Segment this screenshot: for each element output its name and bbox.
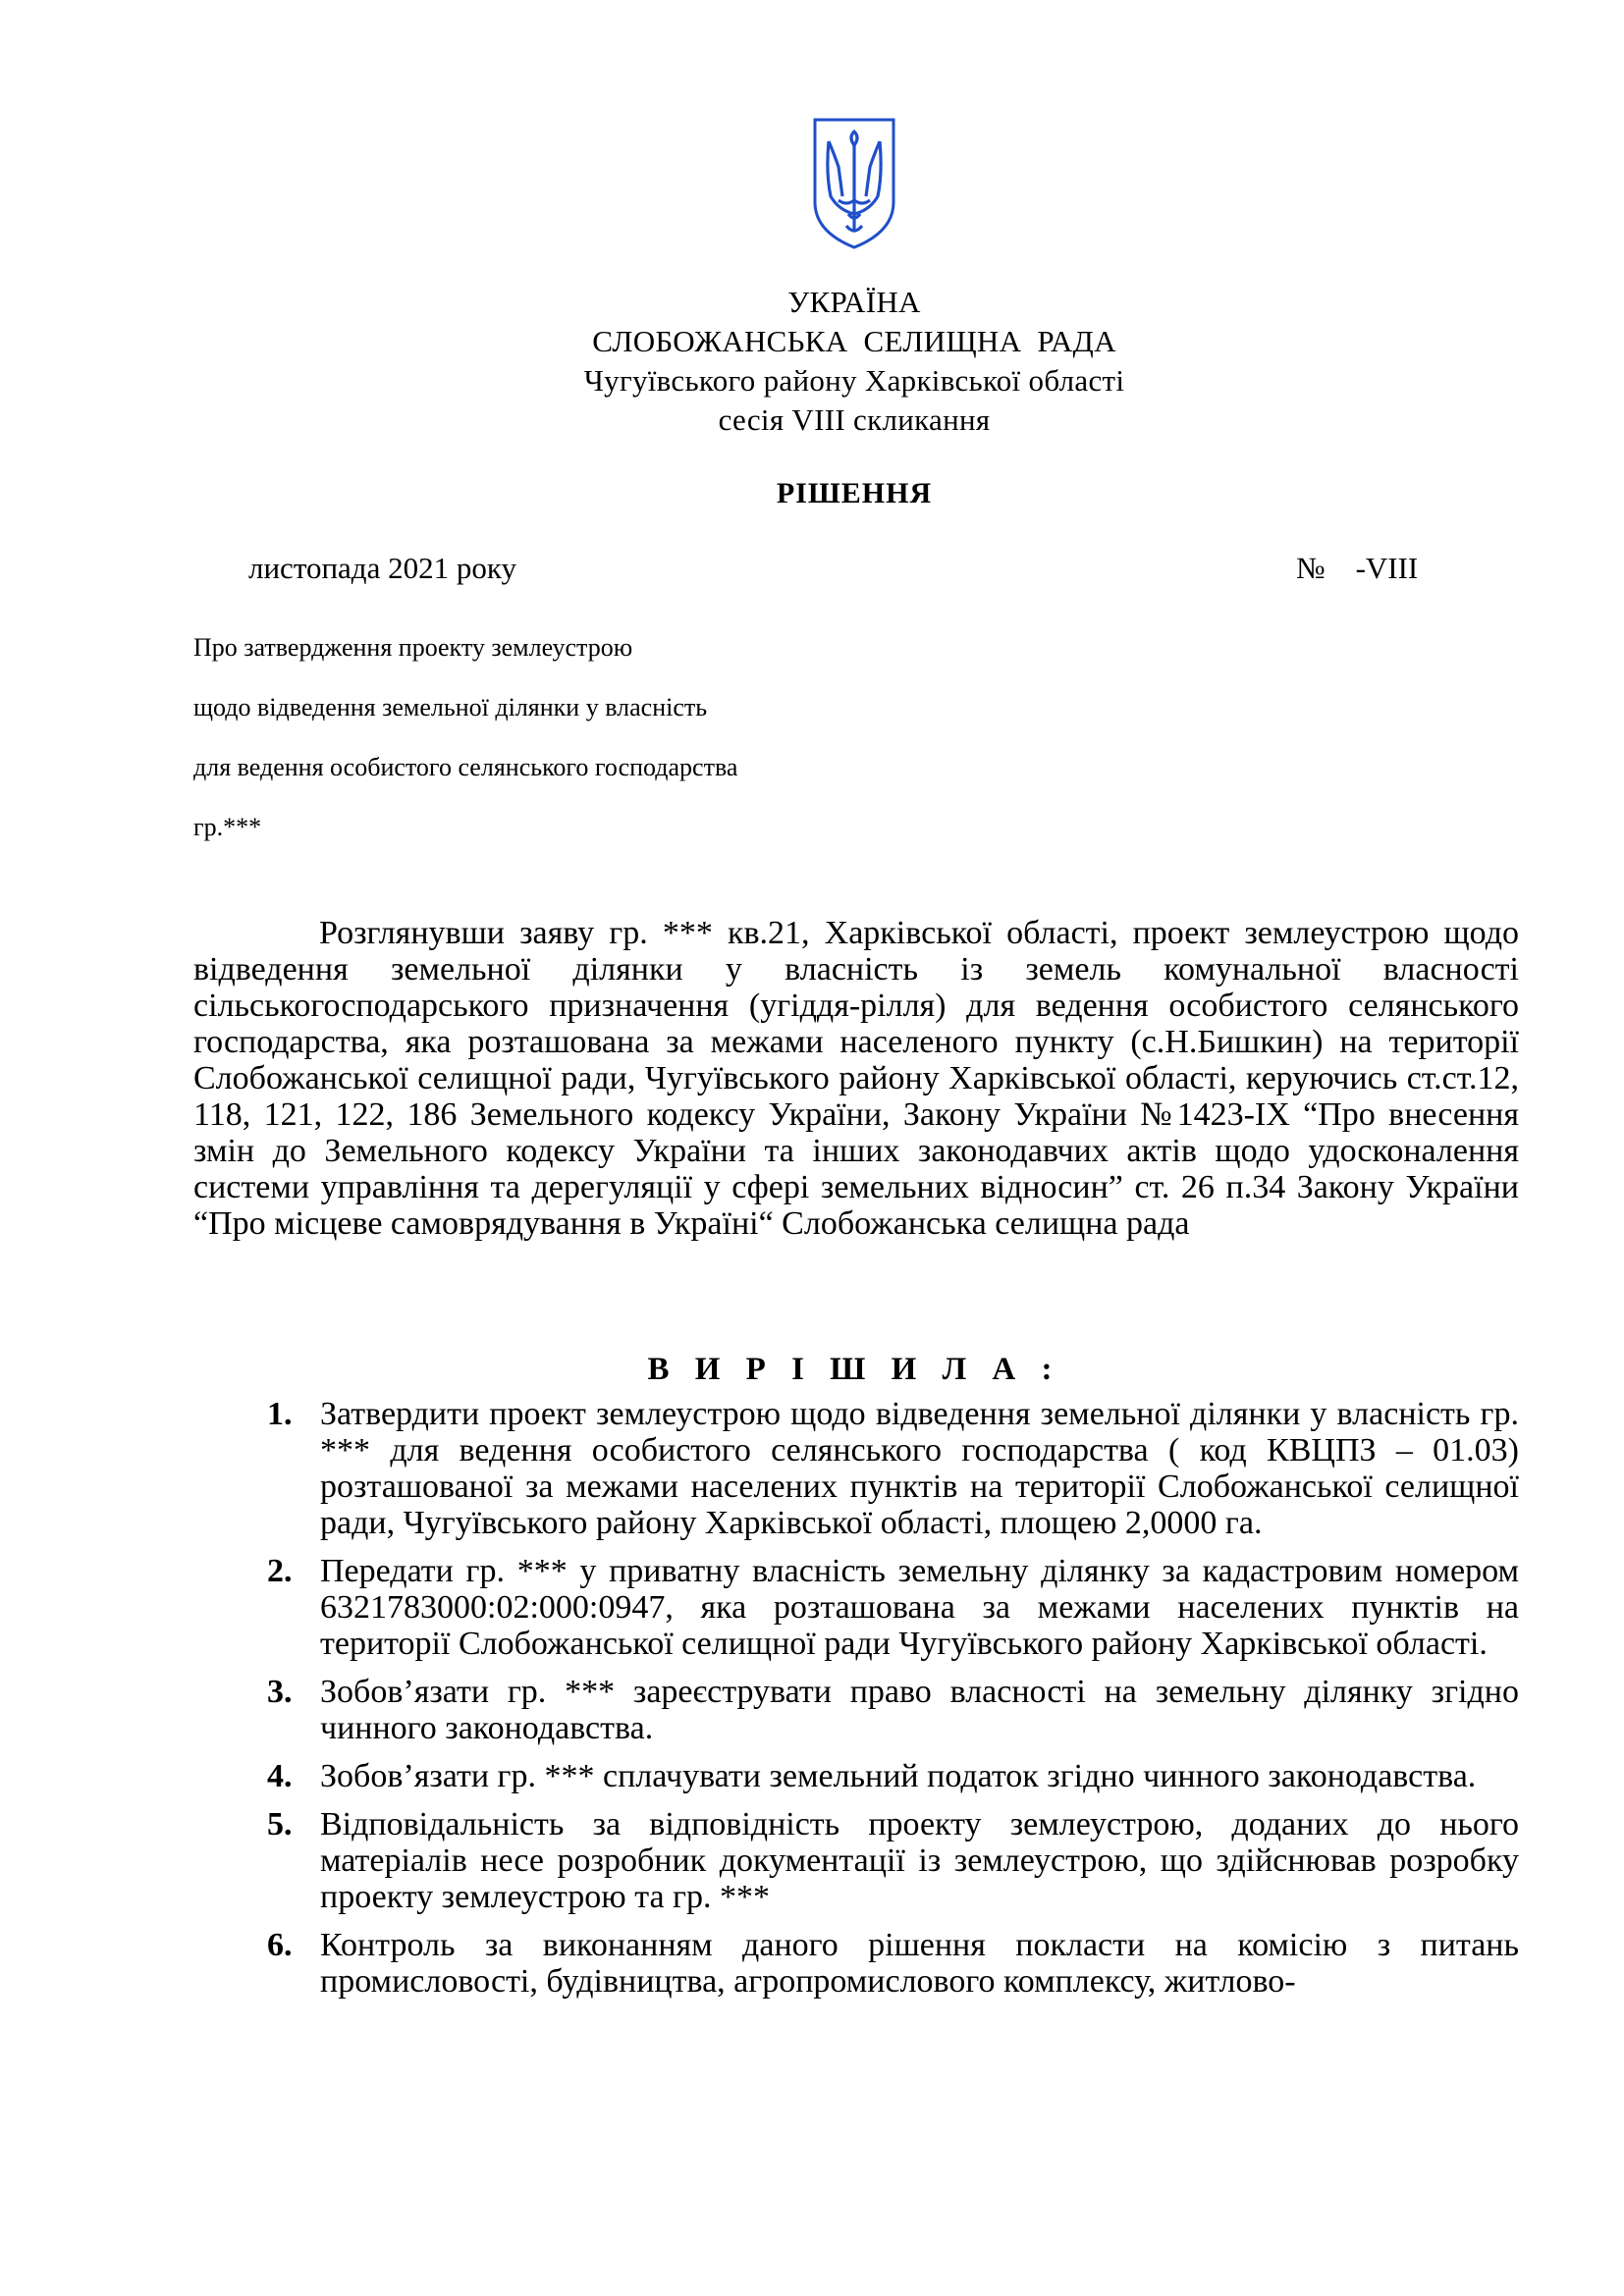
- decision-item: [193, 1674, 1519, 1746]
- subject-line: для ведення особистого селянського господарства: [193, 753, 738, 781]
- decision-item: [193, 1927, 1519, 2000]
- document-date: листопада 2021 року: [248, 551, 516, 585]
- item-text: Передати гр. *** у приватну власність земельну ділянку за кадастровим номером 6321783000:02:000:0947, яка розташована за межами населених пунктів на території Слобожанської селищної ради Чугуївського району Харківської області.: [320, 1553, 1519, 1662]
- subject-block: [193, 628, 737, 868]
- decision-item: [193, 1758, 1519, 1794]
- decided-heading: В И Р І Ш И Л А :: [647, 1352, 1061, 1387]
- item-number: 5.: [267, 1806, 293, 1842]
- council-name: СЛОБОЖАНСЬКА СЕЛИЩНА РАДА: [592, 324, 1116, 358]
- item-number: 2.: [267, 1553, 293, 1589]
- document-type: РІШЕННЯ: [776, 477, 933, 509]
- issuer-header: [0, 283, 1624, 440]
- session-name: сесія VIII скликання: [718, 402, 991, 437]
- item-text: Зобов’язати гр. *** зареєструвати право власності на земельну ділянку згідно чинного законодавства.: [320, 1674, 1519, 1746]
- preamble-paragraph: Розглянувши заяву гр. *** кв.21, Харківської області, проект землеустрою щодо відведення земельної ділянки у власність із земель комунальної власності сільськогосподарського призначення (угіддя-рілля) для ведення особистого селянського господарства, яка розташована за межами населеного пункту (с.Н.Бишкин) на території Слобожанської селищної ради, Чугуївського району Харківської області, керуючись ст.ст.12, 118, 121, 122, 186 Земельного кодексу України, Закону України №1423-ІХ “Про внесення змін до Земельного кодексу України та інших законодавчих актів щодо удосконалення системи управління та дерегуляції у сфері земельних відносин” ст. 26 п.34 Закону України “Про місцеве самоврядування в Україні“ Слобожанська селищна рада: [193, 915, 1519, 1242]
- country-name: УКРАЇНА: [787, 285, 921, 319]
- item-number: 1.: [267, 1396, 293, 1432]
- document-number: № -VIII: [1296, 551, 1419, 585]
- decision-item: [193, 1806, 1519, 1915]
- item-text: Затвердити проект землеустрою щодо відведення земельної ділянки у власність гр. *** для ведення особистого селянського господарства ( код КВЦПЗ – 01.03) розташованої за межами населених пунктів на території Слобожанської селищної ради, Чугуївського району Харківської області, площею 2,0000 га.: [320, 1396, 1519, 1541]
- decision-item: [193, 1553, 1519, 1662]
- item-text: Зобов’язати гр. *** сплачувати земельний податок згідно чинного законодавства.: [320, 1758, 1477, 1794]
- item-text: Відповідальність за відповідність проекту землеустрою, доданих до нього матеріалів несе розробник документації із землеустрою, що здійснював розробку проекту землеустрою та гр. ***: [320, 1806, 1519, 1915]
- district-name: Чугуївського району Харківської області: [583, 363, 1125, 398]
- decision-item: [193, 1396, 1519, 1541]
- item-text: Контроль за виконанням даного рішення покласти на комісію з питань промисловості, будівництва, агропромислового комплексу, житлово-: [320, 1927, 1519, 2000]
- subject-line: гр.***: [193, 813, 262, 841]
- item-number: 4.: [267, 1758, 293, 1794]
- item-number: 6.: [267, 1927, 293, 1963]
- subject-line: щодо відведення земельної ділянки у власність: [193, 693, 708, 721]
- item-number: 3.: [267, 1674, 293, 1710]
- decision-items: [193, 1396, 1519, 2011]
- subject-line: Про затвердження проекту землеустрою: [193, 633, 633, 662]
- trident-emblem-icon: [809, 116, 899, 251]
